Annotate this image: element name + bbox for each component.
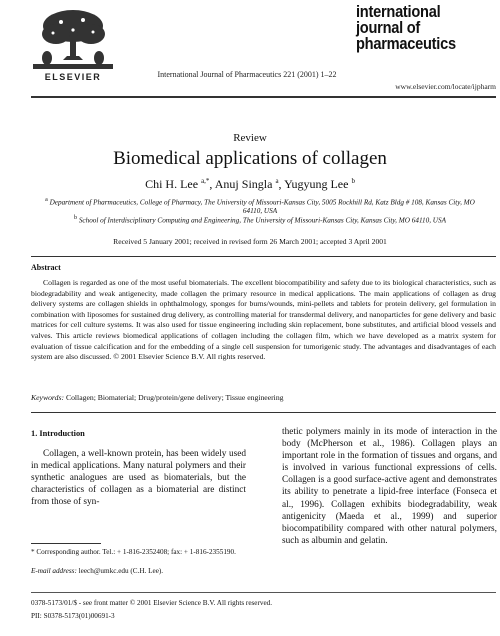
author-name: Chi H. Lee bbox=[145, 177, 199, 191]
footer-divider bbox=[31, 592, 496, 593]
email-address[interactable]: leech@umkc.edu (C.H. Lee). bbox=[78, 567, 164, 575]
journal-brand bbox=[356, 4, 476, 52]
corresponding-footnote: * Corresponding author. Tel.: + 1-816-2352408; fax: + 1-816-2355190. bbox=[31, 548, 236, 556]
pii-line: PII: S0378-5173(01)00691-3 bbox=[31, 612, 115, 620]
body-paragraph: thetic polymers mainly in its mode of interaction in the body (McPherson et al., 1986). Collagen plays an important role in the formation of tissues and organs, and is involved in various functional expressions of cells. Collagen is a good surface-active agent and demonstrates its ability to penetrate a lipid-free interface (Fonseca et al., 1996). Collagen exhibits biodegradability, weak antigenicity (Maeda et al., 1999) and superior biocompatibility compared with other natural polymers, such as albumin and gelatin. bbox=[282, 427, 497, 546]
keywords-list: Collagen; Biomaterial; Drug/protein/gene delivery; Tissue engineering bbox=[65, 393, 284, 402]
keywords bbox=[31, 393, 496, 402]
footnote-divider bbox=[31, 543, 101, 544]
affiliation-mark: b bbox=[74, 215, 78, 221]
abstract-top-divider bbox=[31, 256, 496, 257]
article-type: Review bbox=[233, 132, 267, 144]
abstract-text: Collagen is regarded as one of the most useful biomaterials. The excellent biocompatibility and safety due to its biological characteristics, such as biodegradability and weak antigenecity, made collagen the primary resource in medical applications. The main applications of collagen as drug delivery systems are collagen shields in ophthalmology, sponges for burns/wounds, mini-pellets and tablets for protein delivery, gel formulation in combination with liposomes for sustained drug delivery, as controlling material for transdermal delivery, and nanoparticles for gene delivery and basic matrices for cell culture systems. It was also used for tissue engineering including skin replacement, bone substitutes, and artificial blood vessels and valves. This article reviews biomedical applications of collagen including the collagen film, which we have developed as a matrix system for evaluation of tissue calcification and for the embedding of a single cell suspension for tumorigenic study. The advantages and disadvantages of each system are also discussed. © 2001 Elsevier Science B.V. All rights reserved. bbox=[31, 278, 496, 362]
right-column bbox=[282, 426, 497, 547]
email-footnote bbox=[31, 567, 251, 576]
abstract-bottom-divider bbox=[31, 412, 496, 413]
affiliation-mark: a bbox=[45, 197, 48, 203]
journal-url[interactable]: www.elsevier.com/locate/ijpharm bbox=[395, 82, 496, 91]
author-list: Chi H. Lee $^{a,*}$, Anuj Singla $^a$, Yugyung Lee $^b$ bbox=[145, 177, 355, 191]
brand-line-1: international bbox=[356, 2, 441, 21]
abstract-heading: Abstract bbox=[31, 263, 61, 272]
brand-line-3: pharmaceutics bbox=[356, 34, 456, 53]
article-dates: Received 5 January 2001; received in revised form 26 March 2001; accepted 3 April 2001 bbox=[113, 237, 387, 246]
journal-citation: International Journal of Pharmaceutics 221 (2001) 1–22 bbox=[157, 70, 337, 79]
publisher-name: ELSEVIER bbox=[44, 72, 102, 82]
author-name: Anuj Singla bbox=[214, 177, 273, 191]
affiliation-text: Department of Pharmaceutics, College of Pharmacy, The University of Missouri-Kansas City, 5005 Rockhill Rd, Katz Bldg # 108, Kansas City, MO 64110, USA bbox=[49, 198, 475, 216]
header-divider bbox=[31, 96, 496, 98]
keywords-label: Keywords: bbox=[31, 393, 65, 402]
copyright-line: 0378-5173/01/$ - see front matter © 2001 Elsevier Science B.V. All rights reserved. bbox=[31, 599, 273, 607]
email-label: E-mail address: bbox=[31, 567, 77, 575]
author-affil-mark: a,* bbox=[201, 177, 210, 185]
affiliation-text: School of Interdisciplinary Computing and Engineering, The University of Missouri-Kansas City, Kansas City, MO 64110, USA bbox=[78, 216, 446, 225]
author-affil-mark: a bbox=[275, 177, 279, 185]
author-affil-mark: b bbox=[351, 177, 355, 185]
author-name: Yugyung Lee bbox=[284, 177, 349, 191]
section-heading: 1. Introduction bbox=[31, 429, 85, 438]
elsevier-tree-icon bbox=[31, 6, 115, 72]
affiliation-b bbox=[40, 214, 480, 225]
body-paragraph: Collagen, a well-known protein, has been widely used in medical applications. Many natural polymers and their synthetic analogues are used as biomaterials, but the characteristics of collagen as a biomaterial are distinct from those of syn- bbox=[31, 449, 246, 508]
brand-line-2: journal of bbox=[356, 18, 421, 37]
elsevier-logo bbox=[31, 6, 115, 82]
left-column bbox=[31, 428, 246, 509]
article-title: Biomedical applications of collagen bbox=[113, 148, 387, 169]
